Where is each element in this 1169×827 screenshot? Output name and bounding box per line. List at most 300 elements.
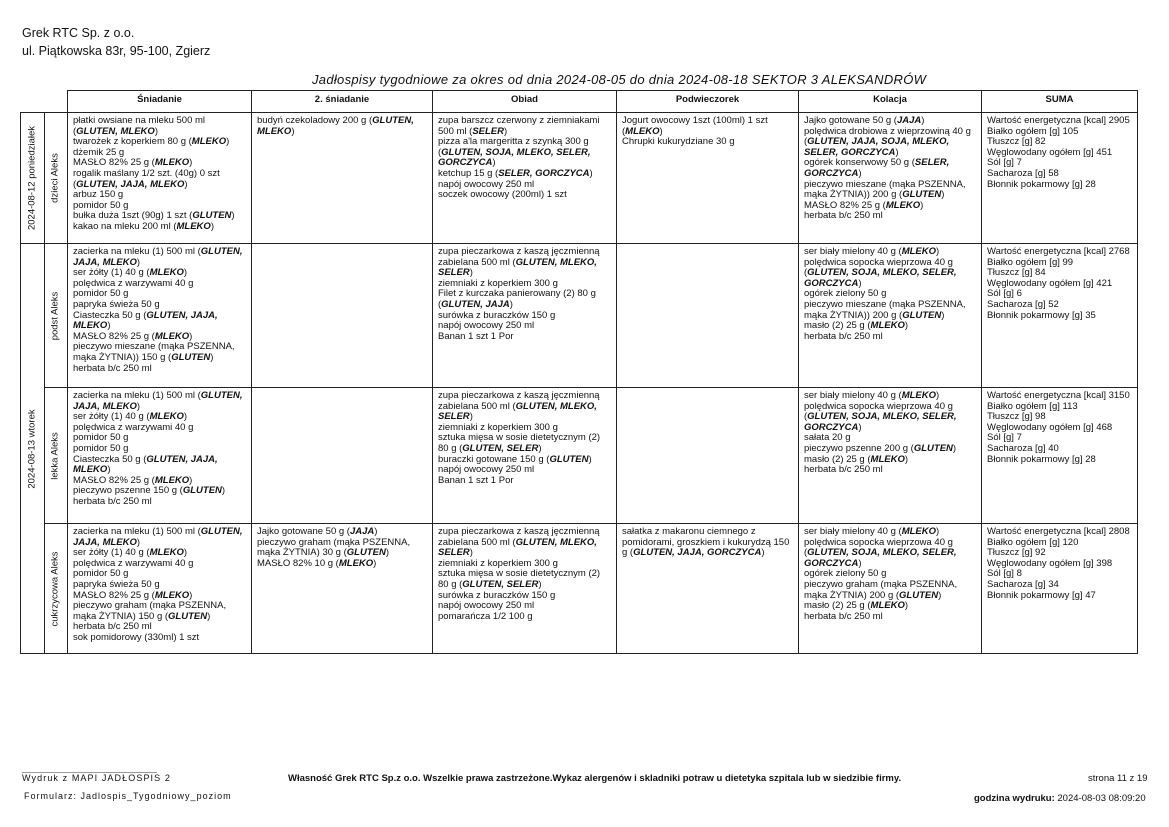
- print-time-value: 2024-08-03 08:09:20: [1057, 793, 1146, 804]
- menu-item: [73, 633, 247, 644]
- day-date-cell: [21, 244, 45, 654]
- menu-item-suffix: ): [858, 167, 862, 179]
- menu-item-text: ser biały mielony 40 g (: [804, 246, 902, 257]
- menu-item-suffix: ): [136, 536, 141, 548]
- menu-item-text: MASŁO 82% 10 g (: [257, 557, 339, 569]
- menu-item-text: polędwica drobiowa z wieprzowiną 40 g (: [804, 125, 971, 148]
- allergen-list: GLUTEN, JAJA, MLEKO: [76, 178, 185, 190]
- menu-item-text: pomidor 50 g: [73, 568, 129, 580]
- menu-item: [73, 601, 247, 622]
- meal-cell-dinner: [799, 113, 982, 244]
- diet-name-label: dzieci Aleks: [49, 153, 61, 203]
- menu-item-suffix: ): [136, 256, 141, 268]
- diet-name-cell: [45, 524, 68, 654]
- allergen-list: GLUTEN, JAJA, MLEKO: [73, 309, 218, 332]
- menu-item-text: Białko ogółem [g] 113: [987, 400, 1078, 412]
- meal-cell-sum: [982, 244, 1138, 388]
- meal-cell-breakfast: [68, 388, 252, 524]
- allergen-list: GLUTEN, MLEKO: [257, 115, 414, 137]
- meal-cell-breakfast: [68, 244, 252, 388]
- menu-item-suffix: ): [589, 167, 593, 179]
- menu-item-text: sałata 20 g: [804, 432, 851, 444]
- allergen-list: MLEKO: [154, 330, 190, 342]
- menu-item-suffix: ): [895, 146, 899, 158]
- menu-item-suffix: ): [588, 453, 592, 465]
- allergen-list: SELER, GORCZYCA: [804, 157, 950, 179]
- menu-item-suffix: ): [136, 400, 141, 412]
- diet-name-label: cukrzycowa Aleks: [49, 551, 61, 626]
- menu-item-suffix: ): [761, 547, 765, 559]
- menu-item-text: surówka z buraczków 150 g: [438, 309, 556, 321]
- diet-name-cell: [45, 244, 68, 388]
- menu-item-text: twarożek z koperkiem 80 g (: [73, 136, 192, 148]
- menu-item-text: zacierka na mleku (1) 500 ml (: [73, 390, 201, 401]
- menu-item-suffix: ): [538, 442, 542, 454]
- menu-item-suffix: ): [210, 351, 214, 363]
- menu-item-text: Sól [g] 6: [987, 288, 1022, 300]
- menu-item-suffix: ): [469, 267, 473, 279]
- menu-item: [73, 364, 247, 375]
- footer-ownership-note: Własność Grek RTC Sp.z o.o. Wszelkie prawa zastrzeżone.Wykaz alergenów i skladniki potraw u dietetyka szpitala lub w siedzibie firmy.: [288, 773, 902, 784]
- menu-item-suffix: ): [904, 453, 909, 465]
- allergen-list: GLUTEN: [902, 309, 942, 321]
- menu-item: [438, 332, 612, 343]
- menu-item-text: Błonnik pokarmowy [g] 28: [987, 178, 1096, 190]
- menu-item: [804, 158, 977, 179]
- menu-item-suffix: ): [936, 526, 940, 537]
- company-address: ul. Piątkowska 83r, 95-100, Zgierz: [22, 44, 211, 58]
- menu-item-text: pizza a'la margeritta z szynką 300 g (: [438, 136, 589, 158]
- menu-item-suffix: ): [538, 578, 542, 590]
- menu-item-text: polędwica sopocka wieprzowa 40 g (: [804, 400, 953, 423]
- menu-item: [804, 332, 977, 343]
- menu-item-text: ser żółty (1) 40 g (: [73, 411, 150, 423]
- nutrition-line: [987, 591, 1133, 602]
- menu-item: [804, 180, 977, 201]
- menu-item: [73, 455, 247, 476]
- allergen-list: GLUTEN, JAJA, MLEKO: [73, 390, 243, 412]
- menu-item-text: Sacharoza [g] 52: [987, 298, 1059, 310]
- menu-item-text: buraczki gotowane 150 g (: [438, 453, 550, 465]
- menu-item-suffix: ): [941, 189, 945, 201]
- menu-item: [438, 391, 612, 423]
- menu-item-suffix: ): [210, 220, 214, 232]
- menu-item-text: Tłuszcz [g] 84: [987, 267, 1046, 279]
- menu-item: [804, 402, 977, 434]
- allergen-list: GLUTEN, SOJA, MLEKO, SELER, GORCZYCA: [804, 547, 957, 569]
- header-gap: [21, 91, 45, 113]
- menu-item-text: Sól [g] 7: [987, 157, 1022, 169]
- meal-cell-dinner: [799, 244, 982, 388]
- menu-item-suffix: ): [469, 411, 473, 423]
- menu-item-text: Ciasteczka 50 g (: [73, 309, 147, 321]
- menu-item-suffix: ): [904, 600, 909, 612]
- diet-name-cell: [45, 113, 68, 244]
- allergen-list: GLUTEN: [913, 442, 953, 454]
- menu-item-suffix: ): [189, 157, 193, 169]
- menu-item-suffix: ): [107, 320, 111, 332]
- day-date-cell: [21, 113, 45, 244]
- menu-item: [804, 300, 977, 321]
- menu-item-text: płatki owsiane na mleku 500 ml (: [73, 115, 206, 137]
- menu-item: [804, 258, 977, 290]
- allergen-list: GLUTEN: [899, 589, 939, 601]
- menu-item-suffix: ): [492, 157, 496, 169]
- header-gap: [45, 91, 68, 113]
- allergen-list: MLEKO: [885, 199, 921, 211]
- menu-item-text: masło (2) 25 g (: [804, 320, 871, 332]
- allergen-list: GLUTEN, MLEKO, SELER: [438, 400, 597, 423]
- col-header-breakfast: Śniadanie: [68, 91, 252, 113]
- menu-item: [73, 391, 247, 412]
- menu-item-text: MASŁO 82% 25 g (: [73, 330, 155, 342]
- allergen-list: MLEKO: [149, 411, 184, 423]
- menu-item-text: zacierka na mleku (1) 500 ml (: [73, 526, 201, 537]
- menu-item-text: polędwica z warzywami 40 g: [73, 277, 194, 289]
- menu-item-text: Wartość energetyczna [kcal] 2808: [987, 526, 1130, 537]
- menu-item-suffix: ): [920, 199, 924, 211]
- menu-item-text: Jajko gotowane 50 g (: [804, 115, 897, 126]
- menu-item-text: Jajko gotowane 50 g (: [257, 526, 350, 537]
- menu-item-text: Błonnik pokarmowy [g] 28: [987, 453, 1096, 465]
- menu-item-suffix: ): [291, 125, 295, 137]
- menu-item-text: zacierka na mleku (1) 500 ml (: [73, 246, 201, 257]
- menu-item: [438, 476, 612, 487]
- menu-item-suffix: ): [952, 442, 957, 454]
- menu-item-text: Tłuszcz [g] 92: [987, 547, 1046, 559]
- menu-item-suffix: ): [183, 267, 188, 279]
- menu-item: [438, 612, 612, 623]
- menu-item: [73, 497, 247, 508]
- menu-item-text: ogórek konserwowy 50 g (: [804, 157, 915, 169]
- menu-item-suffix: ): [107, 464, 111, 476]
- menu-item-text: masło (2) 25 g (: [804, 600, 871, 612]
- menu-item-suffix: ): [231, 210, 235, 222]
- menu-item-suffix: ): [374, 526, 378, 537]
- menu-item-text: polędwica z warzywami 40 g: [73, 557, 194, 569]
- allergen-list: GLUTEN, MLEKO: [76, 125, 155, 137]
- menu-item-suffix: ): [936, 390, 940, 401]
- menu-item-text: Białko ogółem [g] 105: [987, 125, 1079, 137]
- menu-item-text: pieczywo mieszane (mąka PSZENNA, mąka ŻYTNIA)) 200 g (: [804, 298, 966, 321]
- allergen-list: GLUTEN: [168, 610, 208, 622]
- menu-item-suffix: ): [858, 557, 862, 569]
- menu-item-text: Błonnik pokarmowy [g] 35: [987, 309, 1096, 321]
- menu-item: [438, 116, 612, 137]
- meal-cell-sum: [982, 524, 1138, 654]
- menu-item-text: ketchup 15 g (: [438, 167, 499, 179]
- menu-item-text: herbata b/c 250 ml: [73, 621, 152, 633]
- diet-row: [21, 244, 1138, 388]
- menu-item-text: napój owocowy 250 ml: [438, 178, 535, 190]
- menu-item-suffix: ): [207, 610, 211, 622]
- menu-item-text: pieczywo graham (mąka PSZENNA, mąka ŻYTNIA) 200 g (: [804, 578, 958, 601]
- meal-cell-snack: [617, 244, 799, 388]
- menu-item: [804, 127, 977, 159]
- allergen-list: GLUTEN: [171, 351, 211, 363]
- diet-row: [21, 388, 1138, 524]
- menu-item-suffix: ): [183, 547, 188, 559]
- allergen-list: GLUTEN: [346, 547, 386, 559]
- footer-report-name: Wydruk z MAPI JADŁOSPIS 2: [22, 773, 171, 783]
- nutrition-line: [987, 311, 1133, 322]
- meal-cell-breakfast: [68, 524, 252, 654]
- col-header-snack: Podwieczorek: [617, 91, 799, 113]
- menu-item-text: Sacharoza [g] 34: [987, 578, 1059, 590]
- footer-form-name: Formularz: Jadlospis_Tygodniowy_poziom: [24, 791, 232, 801]
- menu-item-text: Sacharoza [g] 58: [987, 167, 1059, 179]
- allergen-list: MLEKO: [870, 453, 905, 465]
- menu-item-text: rogalik maślany 1/2 szt. (40g) 0 szt (: [73, 167, 220, 190]
- meal-cell-lunch: [433, 388, 617, 524]
- menu-item-suffix: ): [659, 125, 663, 137]
- menu-item: [804, 211, 977, 222]
- allergen-list: GLUTEN, SOJA, MLEKO, SELER, GORCZYCA: [438, 146, 591, 169]
- menu-item-suffix: ): [184, 178, 188, 190]
- menu-item-text: sok pomidorowy (330ml) 1 szt: [73, 631, 200, 643]
- menu-item-suffix: ): [154, 125, 158, 137]
- menu-item-text: herbata b/c 250 ml: [804, 210, 883, 222]
- diet-name-cell: [45, 388, 68, 524]
- meal-cell-snack: [617, 524, 799, 654]
- menu-item-text: soczek owocowy (200ml) 1 szt: [438, 189, 567, 201]
- menu-item: [438, 289, 612, 310]
- menu-item-suffix: ): [221, 485, 226, 497]
- allergen-list: MLEKO: [154, 589, 190, 601]
- menu-item-text: dżemik 25 g: [73, 146, 125, 158]
- allergen-list: MLEKO: [154, 157, 190, 169]
- menu-item: [438, 433, 612, 454]
- print-time: [974, 793, 1146, 804]
- menu-item-text: zupa barszcz czerwony z ziemniakami 500 ml (: [438, 115, 600, 137]
- diet-row: [21, 113, 1138, 244]
- allergen-list: MLEKO: [149, 547, 184, 559]
- menu-item-text: kakao na mleku 200 ml (: [73, 220, 177, 232]
- menu-item-text: masło (2) 25 g (: [804, 453, 871, 465]
- menu-item-text: ser żółty (1) 40 g (: [73, 267, 150, 279]
- menu-item-text: pomidor 50 g: [73, 199, 129, 211]
- menu-item-suffix: ): [936, 246, 940, 257]
- nutrition-line: [987, 455, 1133, 466]
- menu-item-text: herbata b/c 250 ml: [804, 330, 883, 342]
- menu-item-text: zupa pieczarkowa z kaszą jęczmienną zabielana 500 ml (: [438, 526, 600, 548]
- allergen-list: MLEKO: [338, 557, 374, 569]
- menu-item-text: MASŁO 82% 25 g (: [804, 199, 886, 211]
- menu-item: [438, 247, 612, 279]
- menu-item-text: Banan 1 szt 1 Por: [438, 330, 514, 342]
- menu-item-text: sztuka mięsa w sosie dietetycznym (2) 80 g (: [438, 568, 601, 590]
- menu-item-text: MASŁO 82% 25 g (: [73, 157, 155, 169]
- menu-item-text: polędwica z warzywami 40 g: [73, 421, 194, 433]
- meal-cell-snack: [617, 113, 799, 244]
- menu-item-suffix: ): [189, 589, 193, 601]
- menu-item-suffix: ): [504, 125, 508, 137]
- menu-item-text: ogórek zielony 50 g: [804, 288, 887, 300]
- nutrition-line: [987, 180, 1133, 191]
- meal-cell-breakfast: [68, 113, 252, 244]
- menu-item: [622, 137, 794, 148]
- menu-item-text: pomidor 50 g: [73, 288, 129, 300]
- allergen-list: GLUTEN: [182, 485, 222, 497]
- menu-item-text: polędwica sopocka wieprzowa 40 g (: [804, 256, 953, 279]
- menu-item: [438, 137, 612, 169]
- allergen-list: GLUTEN, JAJA, GORCZYCA: [633, 547, 762, 559]
- menu-item-text: napój owocowy 250 ml: [438, 320, 535, 332]
- allergen-list: GLUTEN, JAJA, MLEKO: [73, 453, 218, 476]
- meal-cell-dinner: [799, 524, 982, 654]
- menu-item-text: Węglowodany ogółem [g] 421: [987, 277, 1113, 289]
- menu-item-text: herbata b/c 250 ml: [73, 495, 152, 507]
- menu-item-suffix: ): [469, 547, 473, 559]
- menu-item: [438, 190, 612, 201]
- allergen-list: MLEKO: [154, 474, 190, 486]
- menu-item: [73, 169, 247, 190]
- menu-item-text: herbata b/c 250 ml: [804, 464, 883, 476]
- menu-item-text: MASŁO 82% 25 g (: [73, 474, 155, 486]
- menu-item-suffix: ): [938, 589, 942, 601]
- diet-name-label: podst Aleks: [49, 291, 61, 340]
- meal-cell-second-breakfast: [252, 388, 433, 524]
- col-header-lunch: Obiad: [433, 91, 617, 113]
- allergen-list: GLUTEN, SOJA, MLEKO, SELER, GORCZYCA: [804, 267, 957, 289]
- menu-item-text: ziemniaki z koperkiem 300 g: [438, 421, 558, 433]
- menu-item-text: pieczywo pszenne 200 g (: [804, 442, 914, 454]
- menu-item: [73, 116, 247, 137]
- allergen-list: MLEKO: [870, 320, 905, 332]
- allergen-list: GLUTEN: [192, 210, 232, 222]
- menu-item-text: pieczywo mieszane (mąka PSZENNA, mąka ŻYTNIA)) 150 g (: [73, 341, 235, 363]
- menu-item: [257, 116, 428, 137]
- print-time-label: godzina wydruku:: [974, 793, 1055, 804]
- menu-item: [438, 569, 612, 590]
- menu-item-text: Białko ogółem [g] 99: [987, 256, 1074, 268]
- menu-item-suffix: ): [385, 547, 389, 559]
- allergen-list: GLUTEN, JAJA: [441, 298, 510, 310]
- menu-item-suffix: ): [373, 557, 377, 569]
- menu-item-text: Banan 1 szt 1 Por: [438, 474, 514, 486]
- menu-item-text: surówka z buraczków 150 g: [438, 589, 556, 601]
- menu-item-text: herbata b/c 250 ml: [804, 610, 883, 622]
- day-date-label: 2024-08-12 poniedziałek: [26, 125, 38, 231]
- allergen-list: JAJA: [349, 526, 375, 537]
- allergen-list: GLUTEN: [549, 453, 589, 465]
- menu-item: [73, 311, 247, 332]
- menu-item-text: Wartość energetyczna [kcal] 2768: [987, 246, 1130, 257]
- allergen-list: GLUTEN, JAJA, MLEKO: [73, 246, 243, 268]
- allergen-list: SELER, GORCZYCA: [498, 167, 590, 179]
- meal-cell-lunch: [433, 524, 617, 654]
- allergen-list: GLUTEN, MLEKO, SELER: [438, 256, 597, 279]
- menu-item-text: Chrupki kukurydziane 30 g: [622, 136, 735, 148]
- menu-item-text: ziemniaki z koperkiem 300 g: [438, 277, 558, 289]
- menu-item-text: pomidor 50 g: [73, 432, 129, 444]
- allergen-list: MLEKO: [149, 267, 184, 279]
- col-header-dinner: Kolacja: [799, 91, 982, 113]
- day-date-label: 2024-08-13 wtorek: [26, 408, 38, 489]
- menu-item-text: polędwica sopocka wieprzowa 40 g (: [804, 536, 953, 559]
- menu-item: [438, 527, 612, 559]
- allergen-list: MLEKO: [870, 600, 905, 612]
- menu-item-suffix: ): [858, 277, 862, 289]
- menu-item-text: Sól [g] 7: [987, 432, 1022, 444]
- menu-item-text: napój owocowy 250 ml: [438, 464, 535, 476]
- meal-cell-sum: [982, 388, 1138, 524]
- menu-item: [73, 247, 247, 268]
- menu-item: [622, 527, 794, 559]
- meal-cell-dinner: [799, 388, 982, 524]
- menu-item-text: Sacharoza [g] 40: [987, 442, 1059, 454]
- menu-item-suffix: ): [858, 421, 862, 433]
- menu-item-text: pieczywo graham (mąka PSZENNA, mąka ŻYTNIA) 150 g (: [73, 600, 227, 622]
- menu-item-text: zupa pieczarkowa z kaszą jęczmienną zabielana 500 ml (: [438, 246, 600, 268]
- meal-cell-lunch: [433, 113, 617, 244]
- menu-item-text: napój owocowy 250 ml: [438, 600, 535, 612]
- allergen-list: GLUTEN, JAJA, MLEKO: [73, 526, 243, 548]
- page-title: Jadłospisy tygodniowe za okres od dnia 2024-08-05 do dnia 2024-08-18 SEKTOR 3 ALEKSANDRÓW: [312, 72, 927, 87]
- menu-item: [622, 116, 794, 137]
- menu-item-suffix: ): [189, 474, 193, 486]
- meal-cell-lunch: [433, 244, 617, 388]
- allergen-list: GLUTEN: [902, 189, 942, 201]
- menu-item-text: pieczywo pszenne 150 g (: [73, 485, 183, 497]
- menu-item: [257, 538, 428, 559]
- menu-item: [804, 580, 977, 601]
- menu-item-text: Błonnik pokarmowy [g] 47: [987, 589, 1096, 601]
- diet-name-label: lekka Aleks: [49, 431, 61, 480]
- meal-cell-second-breakfast: [252, 524, 433, 654]
- page-number: strona 11 z 19: [1088, 773, 1148, 784]
- menu-item: [804, 612, 977, 623]
- menu-item: [73, 342, 247, 363]
- allergen-list: MLEKO: [191, 136, 227, 148]
- meal-cell-second-breakfast: [252, 244, 433, 388]
- menu-item: [73, 222, 247, 233]
- menu-item-text: papryka świeża 50 g: [73, 298, 160, 310]
- menu-item-text: MASŁO 82% 25 g (: [73, 589, 155, 601]
- allergen-list: MLEKO: [901, 246, 936, 257]
- menu-item-suffix: ): [921, 115, 925, 126]
- menu-item-text: pomidor 50 g: [73, 442, 129, 454]
- menu-item-text: Wartość energetyczna [kcal] 3150: [987, 390, 1130, 401]
- menu-item-text: budyń czekoladowy 200 g (: [257, 115, 373, 126]
- menu-item-suffix: ): [226, 136, 230, 148]
- allergen-list: GLUTEN, SELER: [462, 442, 539, 454]
- menu-item-text: Jogurt owocowy 1szt (100ml) 1 szt (: [622, 115, 768, 137]
- menu-item: [257, 559, 428, 570]
- menu-item-text: Tłuszcz [g] 98: [987, 411, 1046, 423]
- menu-item-text: Filet z kurczaka panierowany (2) 80 g (: [438, 288, 596, 310]
- menu-item-text: ser biały mielony 40 g (: [804, 390, 902, 401]
- menu-item-text: zupa pieczarkowa z kaszą jęczmienną zabielana 500 ml (: [438, 390, 600, 412]
- menu-item: [73, 527, 247, 548]
- menu-item-text: Węglowodany ogółem [g] 468: [987, 421, 1113, 433]
- allergen-list: SELER: [472, 125, 505, 137]
- meal-cell-snack: [617, 388, 799, 524]
- diet-row: [21, 524, 1138, 654]
- col-header-second-breakfast: 2. śniadanie: [252, 91, 433, 113]
- menu-item-text: Węglowodany ogółem [g] 398: [987, 557, 1113, 569]
- allergen-list: MLEKO: [176, 220, 211, 232]
- menu-item-text: Tłuszcz [g] 82: [987, 136, 1046, 148]
- allergen-list: MLEKO: [901, 526, 936, 537]
- menu-item-text: pieczywo mieszane (mąka PSZENNA, mąka ŻYTNIA)) 200 g (: [804, 178, 966, 201]
- menu-item-text: pomarańcza 1/2 100 g: [438, 610, 533, 622]
- menu-item-text: Węglowodany ogółem [g] 451: [987, 146, 1113, 158]
- menu-item-text: ser biały mielony 40 g (: [804, 526, 902, 537]
- menu-item-text: ogórek zielony 50 g: [804, 568, 887, 580]
- menu-item-text: Sól [g] 8: [987, 568, 1022, 580]
- menu-item-text: Ciasteczka 50 g (: [73, 453, 147, 465]
